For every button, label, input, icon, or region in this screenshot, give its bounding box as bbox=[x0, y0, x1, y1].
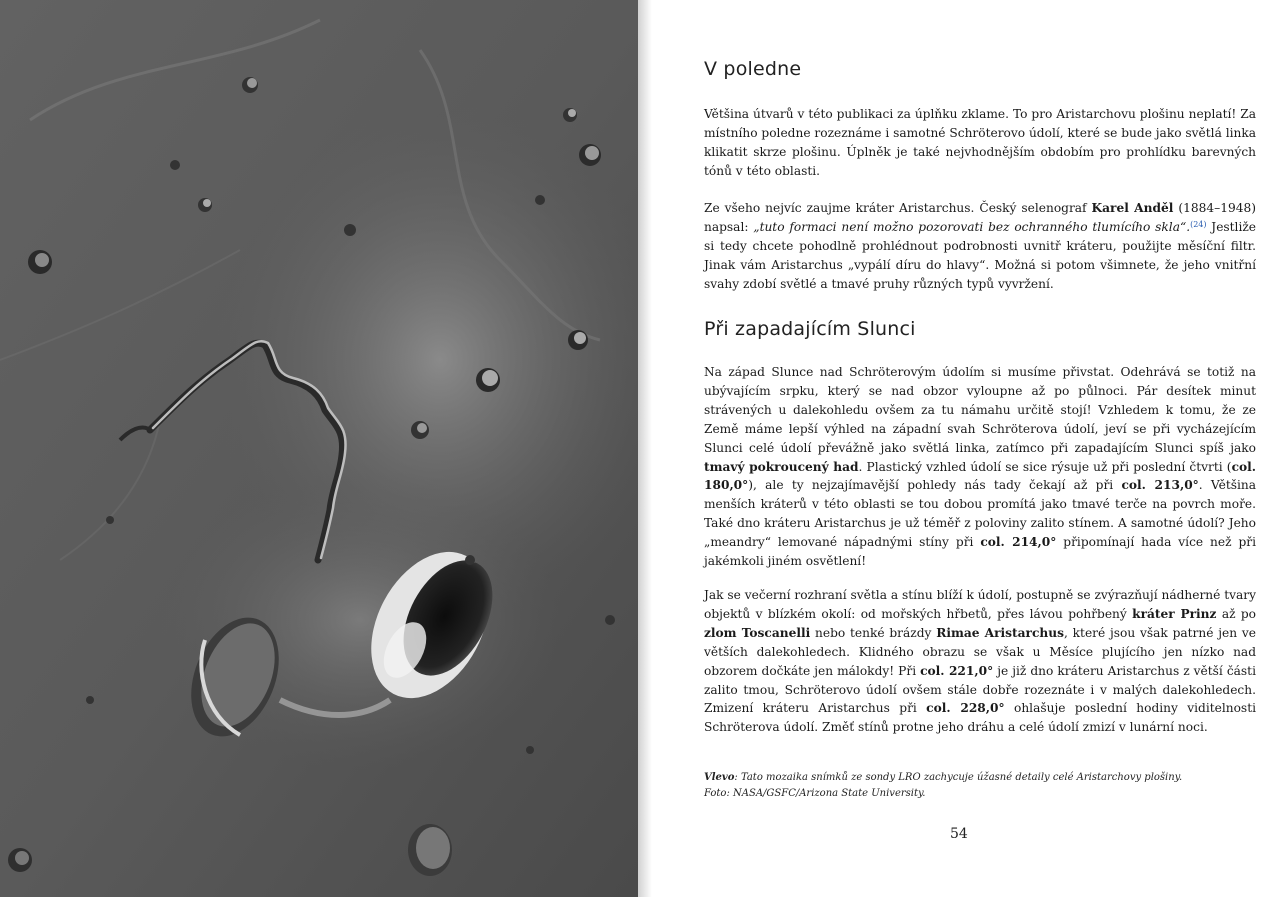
page-gutter-shadow bbox=[638, 0, 652, 897]
photo-credit: Foto: NASA/GSFC/Arizona State University. bbox=[704, 788, 926, 799]
reference-link-24[interactable]: (24) bbox=[1190, 219, 1207, 229]
aristarchus-plateau-image bbox=[0, 0, 638, 897]
quote-andel: „tuto formaci není možno pozorovati bez ochranného tlumícího skla“. bbox=[753, 219, 1191, 234]
page-number: 54 bbox=[950, 826, 968, 842]
section-heading-sunset: Při zapadajícím Slunci bbox=[704, 318, 916, 340]
name-karel-andel: Karel Anděl bbox=[1091, 201, 1174, 215]
photo-caption: Vlevo: Tato mozaika snímků ze sondy LRO zachycuje úžasné detaily celé Aristarchovy plošiny. Foto: NASA/GSFC/Arizona State University. bbox=[704, 772, 1183, 799]
lunar-surface-photo bbox=[0, 0, 638, 897]
caption-label: Vlevo bbox=[704, 772, 735, 783]
section-heading-v-poledne: V poledne bbox=[704, 58, 802, 80]
text-page bbox=[638, 0, 1280, 897]
paragraph-sunset-2: Jak se večerní rozhraní světla a stínu blíží k údolí, postupně se zvýrazňují nádherné tvary objektů v blízkém okolí: od mořských hřbetů, přes lávou pohřbený kráter Prinz až po zlom Toscanelli nebo tenké brázdy Rimae Aristarchus, které jsou však patrné jen ve větších dalekohledech. Klidného obrazu se však u Měsíce plujícího jen nízko nad obzorem dočkáte jen málokdy! Při col. 221,0° je již dno kráteru Aristarchus z větší části zalito tmou, Schröterovo údolí ovšem stále dobře rozeznáte i v malých dalekohledech. Zmizení kráteru Aristarchus při col. 228,0° ohlašuje poslední hodiny viditelnosti Schröterova údolí. Změť stínů protne jeho dráhu a celé údolí zmizí v lunární noci. bbox=[704, 588, 1256, 735]
paragraph-noon-2: Ze všeho nejvíc zaujme kráter Aristarchus. Český selenograf Karel Anděl (1884–1948) napsal: „tuto formaci není možno pozorovati bez ochranného tlumícího skla“.$^{(24)}$ Jestliže si tedy chcete pohodlně prohlédnout podrobnosti uvnitř kráteru, použijte měsíční filtr. Jinak vám Aristarchus „vypálí díru do hlavy“. Možná si potom všimnete, že jeho vnitřní svahy zdobí světlé a tmavé pruhy různých typů vyvržení. bbox=[704, 201, 1257, 291]
paragraph-noon-1: Většina útvarů v této publikaci za úplňku zklame. To pro Aristarchovu plošinu neplatí! Za místního poledne rozeznáme i samotné Schröterovo údolí, které se bude jako světlá linka klikatit skrze plošinu. Úplněk je také nejvhodnějším obdobím pro prohlídku barevných tónů v této oblasti. bbox=[704, 107, 1257, 178]
paragraph-sunset-1: Na západ Slunce nad Schröterovým údolím si musíme přivstat. Odehrává se totiž na ubývajícím srpku, který se nad obzor vyloupne až po půlnoci. Pár desítek minut strávených u dalekohledu ovšem za tu námahu určitě stojí! Vzhledem k tomu, že ze Země máme lepší výhled na západní svah Schröterova údolí, jeví se při vycházejícím Slunci celé údolí převážně jako světlá linka, zatímco při zapadajícím Slunci spíš jako tmavý pokroucený had. Plastický vzhled údolí se sice rýsuje už při poslední čtvrti (col. 180,0°), ale ty nejzajímavější pohledy nás tady čekají až při col. 213,0°. Většina menších kráterů v této oblasti se tou dobou promítá jako tmavé terče na povrch moře. Také dno kráteru Aristarchus je už téměř z poloviny zalito stínem. A samotné údolí? Jeho „meandry“ lemované nápadnými stíny při col. 214,0° připomínají hada více než při jakémkoli jiném osvětlení! bbox=[704, 365, 1256, 569]
